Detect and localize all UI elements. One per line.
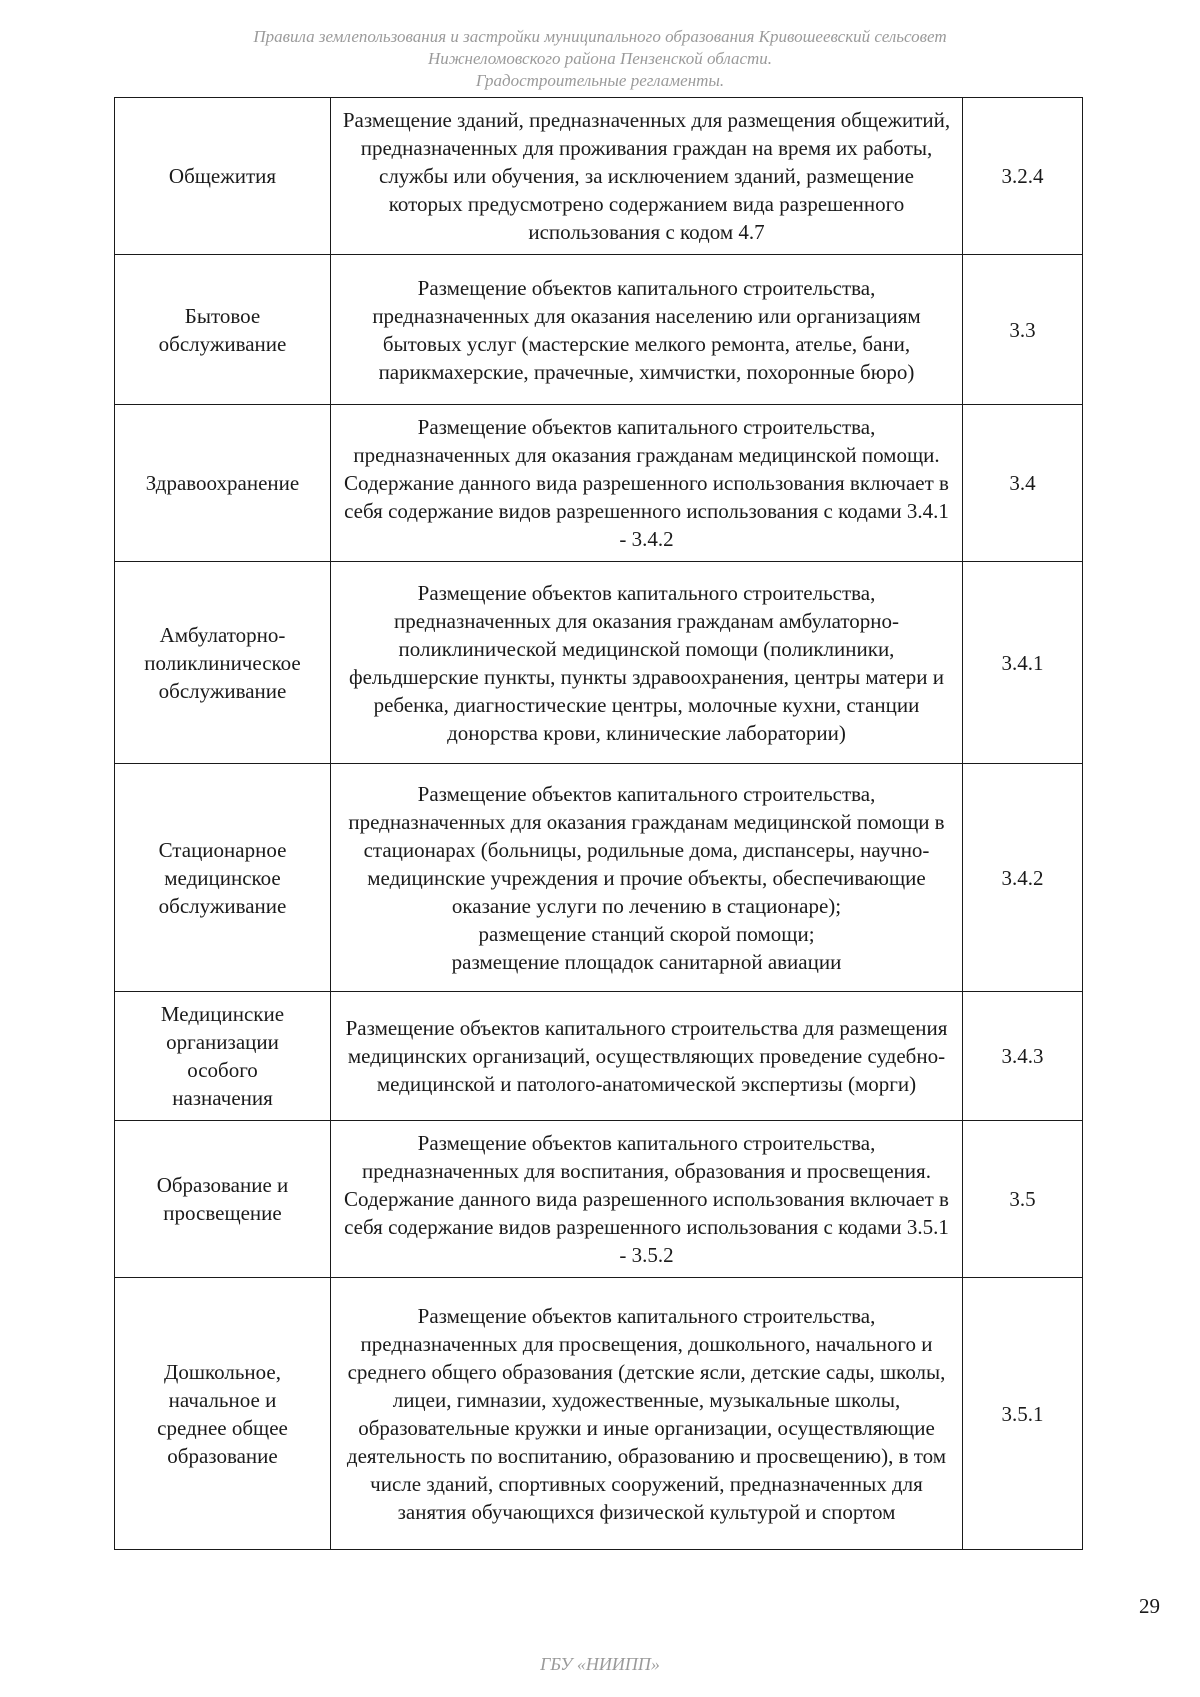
use-code-cell: 3.5 (963, 1121, 1083, 1278)
use-description-cell (331, 1278, 963, 1550)
use-description-text: Размещение объектов капитального строительства, предназначенных для просвещения, дошкольного, начального и среднего общего образования (детские ясли, детские сады, школы, лицеи, гимназии, художественные, музыкальные школы, образовательные кружки и иные организации, осуществляющие деятельность по воспитанию, образованию и просвещению), в том числе зданий, спортивных сооружений, предназначенных для занятия обучающихся физической культурой и спортом (346, 1303, 947, 1524)
use-name-line: обслуживание (158, 893, 287, 918)
use-code-cell: 3.3 (963, 255, 1083, 405)
use-name-line: образование (167, 1443, 278, 1468)
use-name-line: просвещение (163, 1201, 282, 1225)
page-footer: ГБУ «НИИПП» (540, 1654, 660, 1674)
use-code-cell: 3.4 (963, 405, 1083, 562)
use-name-line: Образование и (156, 1173, 289, 1197)
use-description-cell (331, 255, 963, 405)
use-description-cell (331, 98, 963, 255)
table-row (115, 1278, 1083, 1550)
header-line-1: Правила землепользования и застройки муниципального образования Кривошеевский сельсовет (253, 27, 947, 46)
table-row (115, 562, 1083, 764)
use-name-line: поликлиническое (144, 650, 301, 675)
use-name-line: Дошкольное, (164, 1359, 281, 1384)
use-name-cell (115, 992, 331, 1121)
table-row (115, 98, 1083, 255)
table-row (115, 992, 1083, 1121)
use-name-line: обслуживание (158, 331, 287, 356)
table-row (115, 1121, 1083, 1278)
table-row (115, 405, 1083, 562)
use-name-cell (115, 255, 331, 405)
use-name-line: Бытовое (184, 303, 261, 328)
use-description-text: Размещение зданий, предназначенных для размещения общежитий, предназначенных для проживания граждан на время их работы, службы или обучения, за исключением зданий, размещение которых предусмотрено содержанием вида разрешенного использования с кодом 4.7 (342, 108, 951, 244)
use-name-line: Общежития (168, 164, 277, 188)
header-line-2: Нижнеломовского района Пензенской области. (427, 49, 773, 68)
use-code-cell: 3.4.1 (963, 562, 1083, 764)
use-name-cell (115, 1278, 331, 1550)
use-name-line: обслуживание (158, 678, 287, 703)
use-description-text: Размещение объектов капитального строительства, предназначенных для оказания гражданам медицинской помощи. Содержание данного вида разрешенного использования включает в себя содержание видов разрешенного использования с кодами 3.4.1 - 3.4.2 (344, 415, 949, 551)
use-name-line: медицинское (164, 865, 281, 890)
use-description-text: размещение площадок санитарной авиации (451, 949, 842, 974)
use-name-cell (115, 562, 331, 764)
use-name-line: начальное и (168, 1387, 277, 1412)
use-name-cell (115, 1121, 331, 1278)
use-code-cell: 3.4.3 (963, 992, 1083, 1121)
use-description-text: Размещение объектов капитального строительства, предназначенных для оказания гражданам амбулаторно-поликлинической медицинской помощи (поликлиники, фельдшерские пункты, пункты здравоохранения, центры матери и ребенка, диагностические центры, молочные кухни, станции донорства крови, клинические лаборатории) (348, 580, 945, 745)
use-name-line: особого (187, 1058, 258, 1082)
use-name-line: назначения (172, 1086, 273, 1110)
use-code-cell: 3.5.1 (963, 1278, 1083, 1550)
use-name-line: Медицинские (160, 1002, 285, 1026)
use-name-line: среднее общее (157, 1415, 288, 1440)
use-name-line: Здравоохранение (145, 471, 300, 495)
use-code-cell: 3.2.4 (963, 98, 1083, 255)
use-description-text: размещение станций скорой помощи; (478, 921, 815, 946)
page-number: 29 (1139, 1594, 1160, 1618)
use-description-cell (331, 1121, 963, 1278)
use-name-cell (115, 98, 331, 255)
table-row (115, 255, 1083, 405)
header-line-3: Градостроительные регламенты. (475, 71, 725, 90)
use-name-cell (115, 405, 331, 562)
use-name-line: Амбулаторно- (159, 622, 286, 647)
use-description-text: Размещение объектов капитального строительства, предназначенных для оказания населению или организациям бытовых услуг (мастерские мелкого ремонта, ателье, бани, парикмахерские, прачечные, химчистки, похоронные бюро) (372, 275, 921, 384)
use-description-cell (331, 562, 963, 764)
use-description-cell (331, 405, 963, 562)
use-name-line: организации (166, 1030, 279, 1054)
use-description-cell (331, 992, 963, 1121)
use-description-cell (331, 764, 963, 992)
use-code-cell: 3.4.2 (963, 764, 1083, 992)
table-row (115, 764, 1083, 992)
use-name-line: Стационарное (158, 837, 287, 862)
use-description-text: Размещение объектов капитального строительства, предназначенных для воспитания, образования и просвещения. Содержание данного вида разрешенного использования включает в себя содержание видов разрешенного использования с кодами 3.5.1 - 3.5.2 (344, 1131, 949, 1267)
use-description-text: Размещение объектов капитального строительства для размещения медицинских организаций, осуществляющих проведение судебно-медицинской и патолого-анатомической экспертизы (морги) (345, 1016, 948, 1096)
permitted-use-table (114, 97, 1083, 1550)
use-description-text: Размещение объектов капитального строительства, предназначенных для оказания гражданам медицинской помощи в стационарах (больницы, родильные дома, диспансеры, научно-медицинские учреждения и прочие объекты, обеспечивающие оказание услуги по лечению в стационаре); (348, 781, 945, 918)
page-header (0, 26, 1200, 92)
use-name-cell (115, 764, 331, 992)
